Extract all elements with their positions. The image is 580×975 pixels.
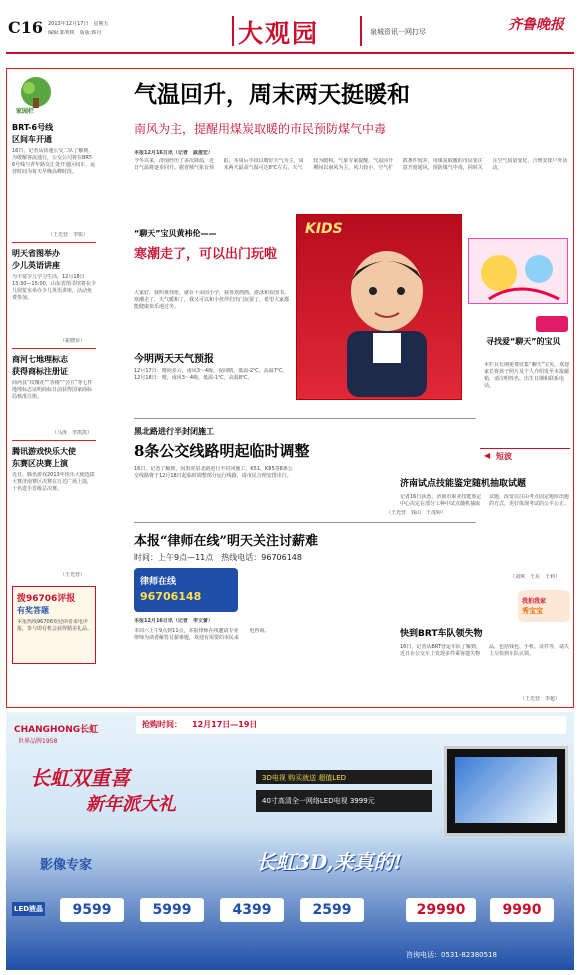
a1-body: 16日，记者从快速公交二队了解到，为缓解客流通行，公交公司将在BRT-6号线与青年路交汇处开通区间车，运营时间为每天早晚高峰时段。 <box>12 148 96 175</box>
hotline-ad-body: 本报热线96706欢迎读者来电评报，参与即有机会获得精美礼品。 <box>17 619 93 632</box>
e2-title: 快到BRT车队领失物 <box>400 629 483 639</box>
a3-body: 商河县“玫瑰花”“香椿”“芸豆”等七件地理标志证明商标日前获得国家商标局核准注册。 <box>12 380 93 400</box>
tv-image <box>444 746 568 836</box>
hotline-ad-title: 拨96706评报 <box>17 594 76 604</box>
editor-line: 编辑:郭秀树 版版:韩丹 <box>48 30 102 36</box>
ad-brand: CHANGHONG长虹 <box>14 725 99 735</box>
e1-sign: （刘爽 王东 王莉） <box>510 574 561 580</box>
hotline-ad-sub: 有奖答题 <box>17 606 49 615</box>
law-byline: 本报12月16日讯（记者 李文蕾） <box>134 618 213 624</box>
price-row <box>60 892 570 932</box>
date-line: 2013年12月17日 星期五 <box>48 21 109 27</box>
a4-sign: （王光营） <box>60 572 86 578</box>
lead-byline: 本报12月16日讯（记者 戚滋宏） <box>134 150 213 156</box>
e1-title: 济南试点技能鉴定随机抽取试题 <box>400 479 527 489</box>
a2-title: 明天省图举办 <box>12 249 60 258</box>
e-ad-image <box>518 590 570 622</box>
ad-period-bar <box>136 716 566 734</box>
a4-title: 腾讯游戏快乐大使 <box>12 447 76 456</box>
ad-cloud-label: 长虹3D,来真的! <box>256 850 403 874</box>
lead-body: 今冬以来，济南经历了多次降温，近日气温将逐步回升。据省城气象台预报，本周后半段以晴好天气为主，周末两天最高气温可达8℃左右，天气较为暖和。气象专家提醒，气温回升期间以南风为主，风力较小，空气扩散条件较差，用煤炭取暖的市民要注意开窗通风，预防煤气中毒，同时关注空气质量变化，合理安排户外活动。 <box>134 158 568 171</box>
price-tag: 4399 <box>220 898 284 922</box>
ad-period: 12月17日—19日 <box>192 720 258 729</box>
ad-hotline: 咨询电话：0531-82380518 <box>406 951 497 959</box>
shortwave-tag <box>480 448 570 462</box>
a2-sign: （霍晓菲） <box>60 338 86 344</box>
e1-body: 记者16日获悉，济南市职业技能鉴定中心决定在部分工种中试点随机抽取试题，改变以往由考点固定题库出题的方式，更好体现考试的公平公正。 <box>400 494 570 507</box>
divider <box>12 348 96 349</box>
price-tag: 29990 <box>406 898 476 922</box>
logo-text: 家园栏 <box>16 108 35 115</box>
bottom-ad <box>6 712 574 970</box>
baby-title: 寒潮走了，可以出门玩啦 <box>134 247 278 262</box>
shortwave-arrow-icon: ◀ <box>484 451 491 460</box>
a2-body: 为丰富少儿学习生活，12月18日13:30—15:00，山东省图书馆将在少儿阅览室举办少儿英语讲座，活动免费参加。 <box>12 274 96 301</box>
masthead-rule <box>6 52 574 54</box>
ad-promo2: 40寸高清全一网络LED电视 3999元 <box>256 790 432 812</box>
section-title-deco <box>232 16 362 46</box>
a2-sub: 少儿英语讲座 <box>12 261 60 270</box>
law-title: 本报“律师在线”明天关注讨薪难 <box>134 534 318 549</box>
hotline-ad <box>12 586 96 664</box>
baby-kicker: “聊天”宝贝黄袆伦—— <box>134 229 217 238</box>
divider <box>134 418 476 419</box>
brand-logo: 齐鲁晚报 <box>508 17 564 33</box>
child-figure <box>317 241 443 397</box>
baby-side-body: 本栏目长期免费征集“聊天”宝贝，欢迎家长将孩子照片及个人介绍发至本报邮箱，请注明姓名、出生日期和联系电话。 <box>484 362 570 389</box>
baby-side-title: 寻找爱“聊天”的宝贝 <box>486 337 561 346</box>
ad-promo1: 3D电视 购买就送 超值LED <box>256 770 432 784</box>
ad-period-label: 抢购时间： <box>142 720 182 729</box>
forecast-title: 今明两天天气预报 <box>134 354 214 365</box>
a4-sub: 东赛区决赛上演 <box>12 459 68 468</box>
price-tag: 9990 <box>490 898 554 922</box>
baby-body: 大家好，我叫黄袆伦，就在十亩园小学，我喜欢画画、游泳和看图书。寒潮走了，天气暖和了，我又可以和小伙伴们出门玩耍了，希望大家都能健康快乐地过冬。 <box>134 290 290 310</box>
section-sub: 泉城资讯一网打尽 <box>370 28 426 36</box>
price-tag: 5999 <box>140 898 204 922</box>
page-number: C16 <box>8 18 43 37</box>
law-time: 时间：上午9点—11点 热线电话：96706148 <box>134 553 302 562</box>
traffic-kicker: 黑北路进行半封闭施工 <box>134 427 214 436</box>
cartoon-icon <box>469 239 569 305</box>
ad-shadow-label: 影像专家 <box>40 858 93 873</box>
ad-slogan1: 长虹双重喜 <box>30 766 130 790</box>
a1-title: BRT-6号线 <box>12 123 54 132</box>
left-column <box>12 70 98 705</box>
a3-sub: 获得商标注册证 <box>12 367 68 376</box>
divider <box>12 242 96 243</box>
baby-ad-image <box>468 238 568 304</box>
ad-brand-sub: 世界品牌1958 <box>18 738 58 745</box>
traffic-title: 8条公交线路明起临时调整 <box>134 442 310 460</box>
divider <box>12 440 96 441</box>
e-ad-title: 我拍我家 <box>522 598 547 605</box>
traffic-sign: （王光营 钱山 王茂婷） <box>386 510 447 516</box>
ad-led-label: LED液晶 <box>12 902 45 916</box>
a4-body: 近日，腾讯游戏2013年快乐大使选拔大赛济南赛区决赛在万达广场上演，十名选手晋级总决赛。 <box>12 472 95 492</box>
photo-banner: KIDS <box>305 221 343 237</box>
traffic-body: 16日，记者了解到，因黑虎泉北路进行半封闭施工，K51、K85等8条公交线路将于12月18日起临时调整部分运行线路，请市民合理安排出行。 <box>134 466 293 479</box>
law-ad <box>134 568 238 612</box>
law-ad-phone: 96706148 <box>140 590 202 603</box>
a1-sign: （王光营 李锐） <box>48 232 89 238</box>
price-tag: 2599 <box>300 898 364 922</box>
a1-sub: 区间车开通 <box>12 135 52 144</box>
ribbon-icon <box>536 316 568 332</box>
main-subtitle: 南风为主，提醒用煤炭取暖的市民预防煤气中毒 <box>134 122 387 136</box>
main-headline: 气温回升，周末两天挺暖和 <box>134 81 410 108</box>
e2-body: 16日，记者从BRT营运车队了解到，近日在公交车上发现多件乘客遗失物品，包括钱包、手机、证件等，请失主尽快到车队认领。 <box>400 644 570 657</box>
law-body: 本周六上午9点到11点，本报律师在线邀请专业律师为读者解答讨薪难题，欢迎有需要的市民来电咨询。 <box>134 628 270 641</box>
e-ad-title2: 秀宝宝 <box>522 607 543 615</box>
forecast-body: 12月17日：晴间多云，南风3～4级，夜间晴，低温-2℃，高温7℃。12月18日：晴，南风3～4级，低温-1℃，高温8℃。 <box>134 368 288 381</box>
e2-sign: （王光营 李超） <box>520 696 561 702</box>
ad-slogan2: 新年派大礼 <box>86 794 176 815</box>
child-photo <box>296 214 462 400</box>
a3-sign: （马涛 李凯凯） <box>52 430 93 436</box>
masthead <box>0 0 580 54</box>
price-tag: 9599 <box>60 898 124 922</box>
shortwave-label: 短波 <box>496 452 512 461</box>
a3-title: 商河七地理标志 <box>12 355 68 364</box>
law-ad-label: 律师在线 <box>140 577 177 587</box>
section-title: 大观园 <box>238 19 320 48</box>
